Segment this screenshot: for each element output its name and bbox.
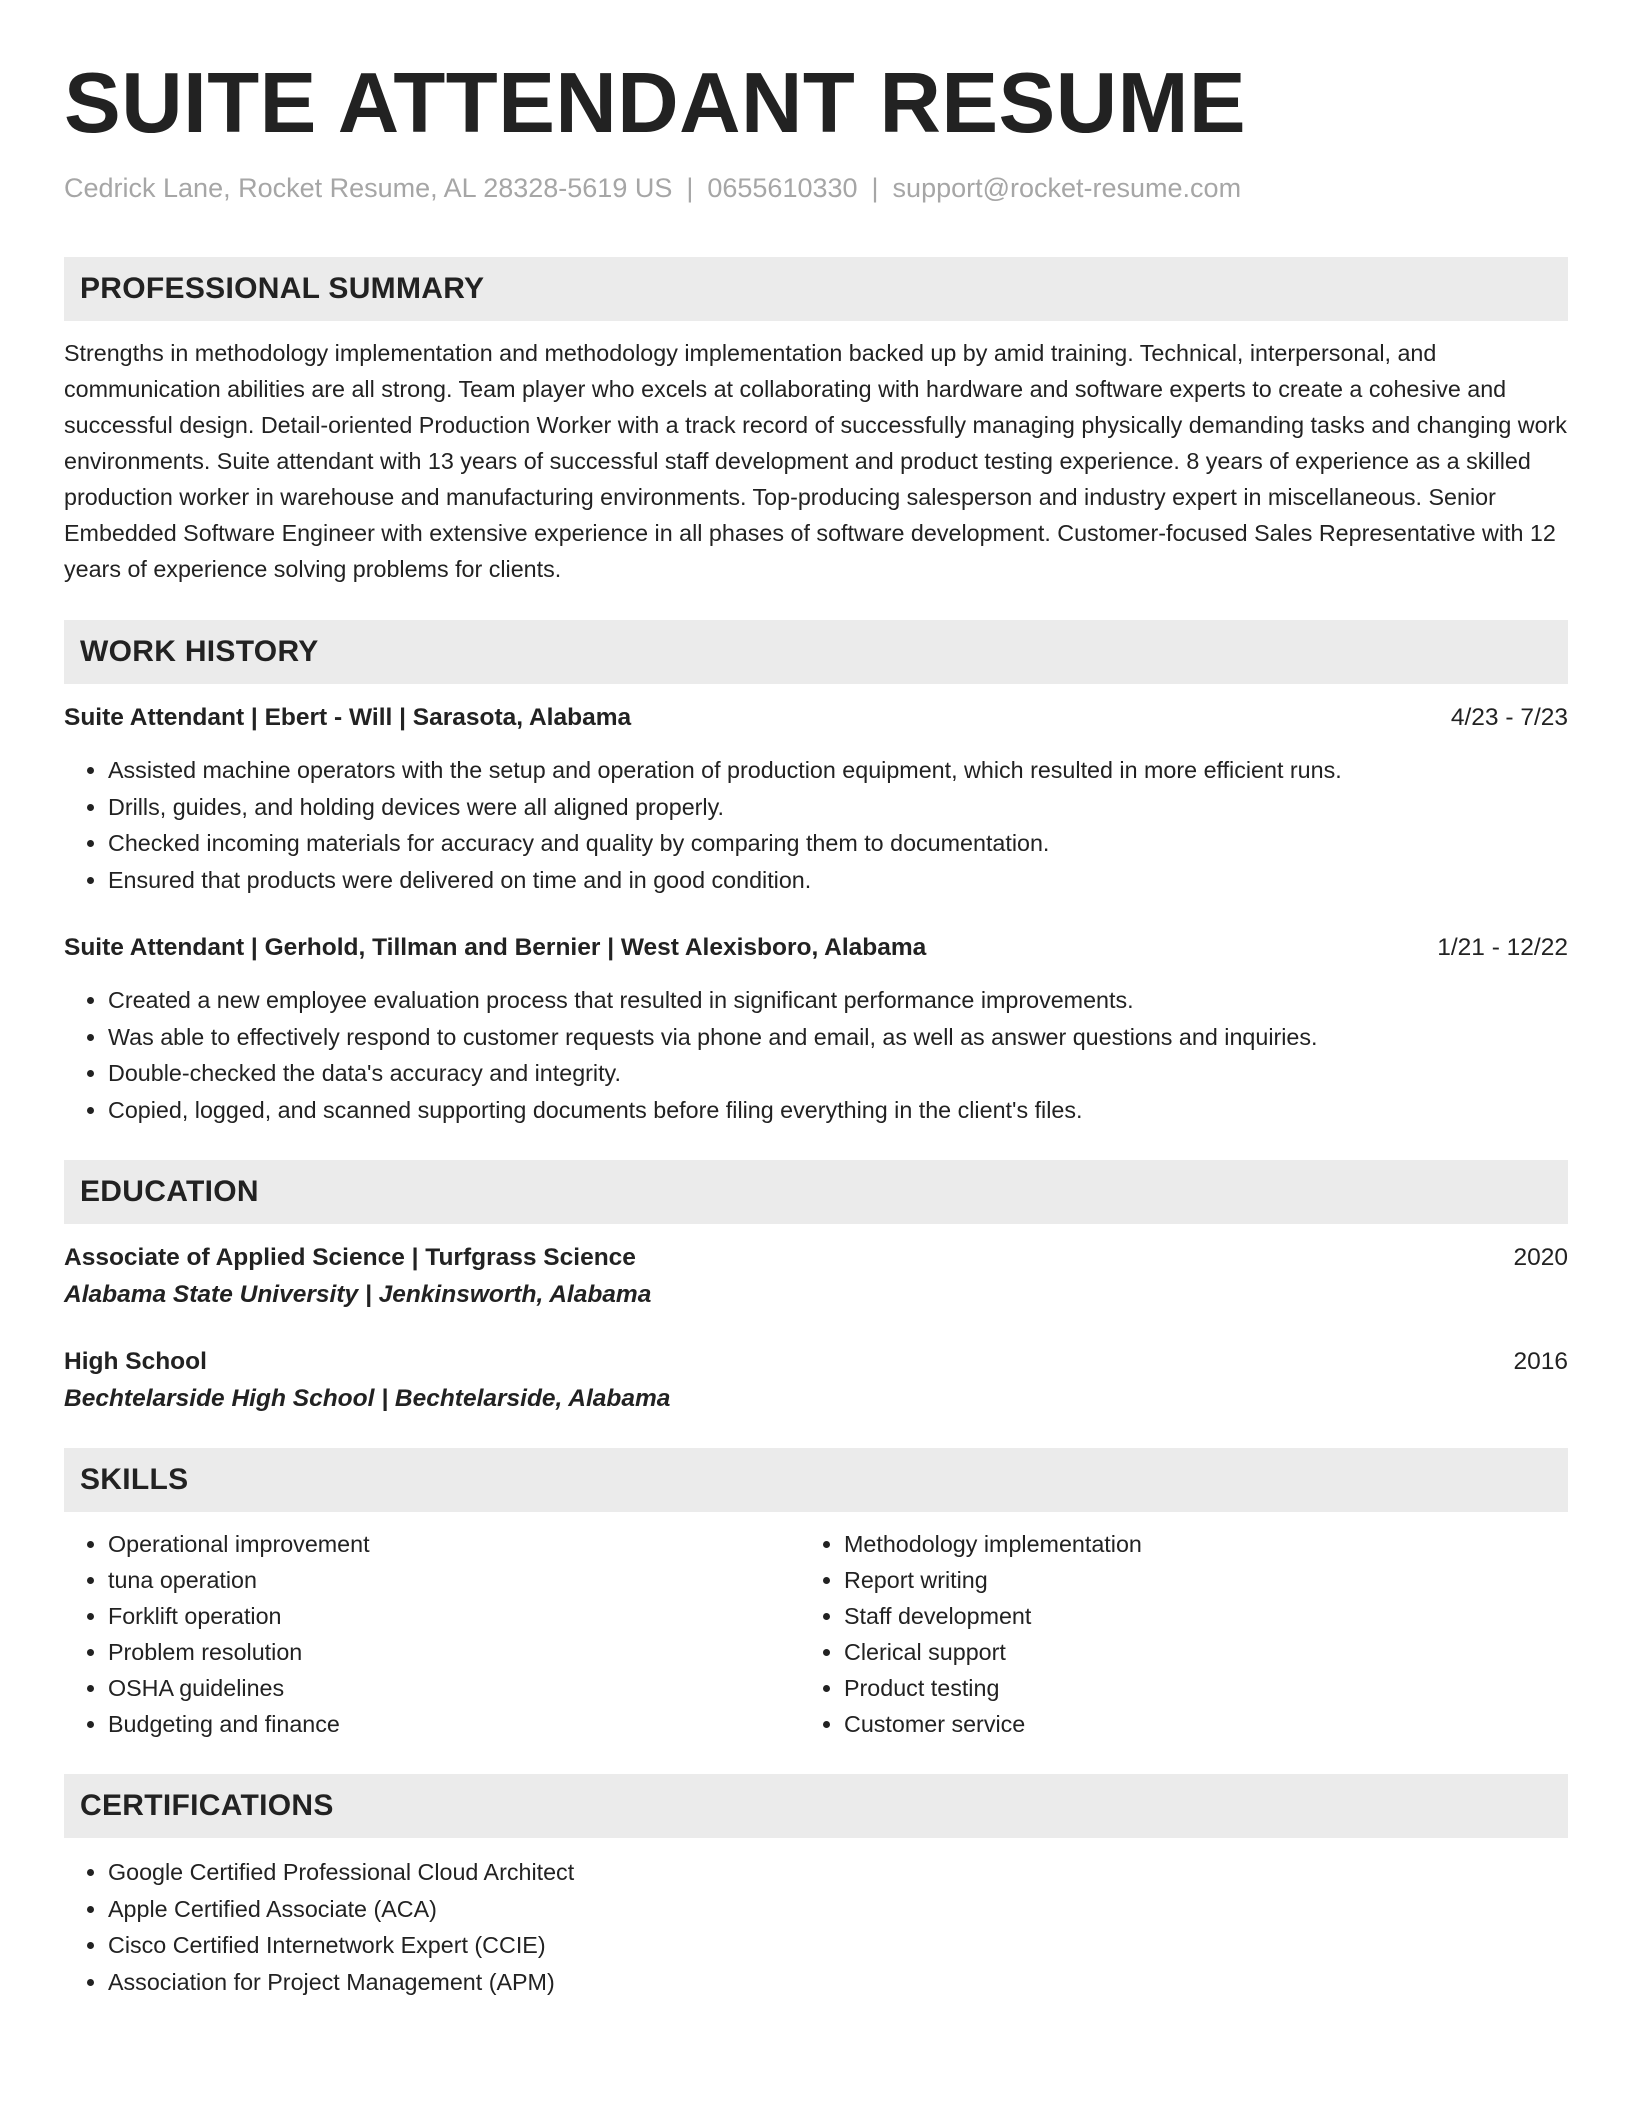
certification-item: • Association for Project Management (APM) bbox=[108, 1964, 1568, 2001]
skill-item: • OSHA guidelines bbox=[108, 1670, 800, 1706]
skills-column-right bbox=[800, 1526, 1560, 1742]
job-duty: • Created a new employee evaluation process that resulted in significant performance improvements. bbox=[108, 982, 1568, 1019]
skill-item: • Product testing bbox=[844, 1670, 1560, 1706]
job-header bbox=[64, 700, 1568, 736]
summary-heading: PROFESSIONAL SUMMARY bbox=[64, 257, 1568, 321]
skill-item: • Report writing bbox=[844, 1562, 1560, 1598]
skill-item: • tuna operation bbox=[108, 1562, 800, 1598]
contact-address: Cedrick Lane, Rocket Resume, AL 28328-5619 US bbox=[64, 173, 673, 203]
skill-item: • Forklift operation bbox=[108, 1598, 800, 1634]
education-entry bbox=[64, 1240, 1568, 1314]
job-duty: • Checked incoming materials for accuracy and quality by comparing them to documentation. bbox=[108, 825, 1568, 862]
job-dates: 1/21 - 12/22 bbox=[1437, 934, 1568, 961]
job-dates: 4/23 - 7/23 bbox=[1450, 704, 1568, 731]
contact-separator: | bbox=[686, 173, 694, 203]
skill-item: • Methodology implementation bbox=[844, 1526, 1560, 1562]
skills-list bbox=[64, 1526, 1568, 1742]
education-school: Alabama State University | Jenkinsworth, Alabama bbox=[64, 1281, 652, 1308]
skill-item: • Operational improvement bbox=[108, 1526, 800, 1562]
education-school: Bechtelarside High School | Bechtelarside, Alabama bbox=[64, 1385, 671, 1412]
certification-item: • Google Certified Professional Cloud Architect bbox=[108, 1854, 1568, 1891]
certification-item: • Cisco Certified Internetwork Expert (CCIE) bbox=[108, 1927, 1568, 1964]
skill-item: • Staff development bbox=[844, 1598, 1560, 1634]
work-history-heading: WORK HISTORY bbox=[64, 620, 1568, 684]
job-duty: • Drills, guides, and holding devices were all aligned properly. bbox=[108, 789, 1568, 826]
job-duty: • Was able to effectively respond to customer requests via phone and email, as well as answer questions and inquiries. bbox=[108, 1019, 1568, 1056]
job-duty: • Copied, logged, and scanned supporting documents before filing everything in the client's files. bbox=[108, 1092, 1568, 1129]
job-duty: • Ensured that products were delivered on time and in good condition. bbox=[108, 862, 1568, 899]
job-header bbox=[64, 930, 1568, 966]
job-duty: • Double-checked the data's accuracy and integrity. bbox=[108, 1055, 1568, 1092]
contact-phone: 0655610330 bbox=[707, 173, 858, 203]
skill-item: • Problem resolution bbox=[108, 1634, 800, 1670]
certifications-heading: CERTIFICATIONS bbox=[64, 1774, 1568, 1838]
job-duties bbox=[64, 752, 1568, 898]
job-entry bbox=[64, 930, 1568, 1128]
education-year: 2020 bbox=[1513, 1244, 1568, 1271]
contact-email: support@rocket-resume.com bbox=[892, 173, 1242, 203]
skill-item: • Customer service bbox=[844, 1706, 1560, 1742]
education-degree: Associate of Applied Science | Turfgrass Science bbox=[64, 1244, 636, 1271]
resume-title: SUITE ATTENDANT RESUME bbox=[64, 56, 1247, 151]
certifications-list bbox=[64, 1854, 1568, 2000]
contact-line bbox=[64, 172, 1568, 204]
job-duties bbox=[64, 982, 1568, 1128]
skill-item: • Budgeting and finance bbox=[108, 1706, 800, 1742]
skill-item: • Clerical support bbox=[844, 1634, 1560, 1670]
certification-item: • Apple Certified Associate (ACA) bbox=[108, 1891, 1568, 1928]
skills-column-left bbox=[64, 1526, 800, 1742]
job-title: Suite Attendant | Ebert - Will | Sarasota, Alabama bbox=[64, 704, 632, 731]
job-duty: • Assisted machine operators with the setup and operation of production equipment, which resulted in more efficient runs. bbox=[108, 752, 1568, 789]
education-entry bbox=[64, 1344, 1568, 1418]
education-degree: High School bbox=[64, 1348, 207, 1375]
job-title: Suite Attendant | Gerhold, Tillman and Bernier | West Alexisboro, Alabama bbox=[64, 934, 927, 961]
certifications-items bbox=[64, 1854, 1568, 2000]
summary-text: Strengths in methodology implementation and methodology implementation backed up by amid training. Technical, interpersonal, and communication abilities are all strong. Team player who excels at collaborating with hardware and software experts to create a cohesive and successful design. Detail-oriented Production Worker with a track record of successfully managing physically demanding tasks and changing work environments. Suite attendant with 13 years of successful staff development and product testing experience. 8 years of experience as a skilled production worker in warehouse and manufacturing environments. Top-producing salesperson and industry expert in miscellaneous. Senior Embedded Software Engineer with extensive experience in all phases of software development. Customer-focused Sales Representative with 12 years of experience solving problems for clients. bbox=[64, 340, 1567, 582]
job-entry bbox=[64, 700, 1568, 898]
contact-separator: | bbox=[871, 173, 879, 203]
skills-heading: SKILLS bbox=[64, 1448, 1568, 1512]
education-year: 2016 bbox=[1513, 1348, 1568, 1375]
education-heading: EDUCATION bbox=[64, 1160, 1568, 1224]
